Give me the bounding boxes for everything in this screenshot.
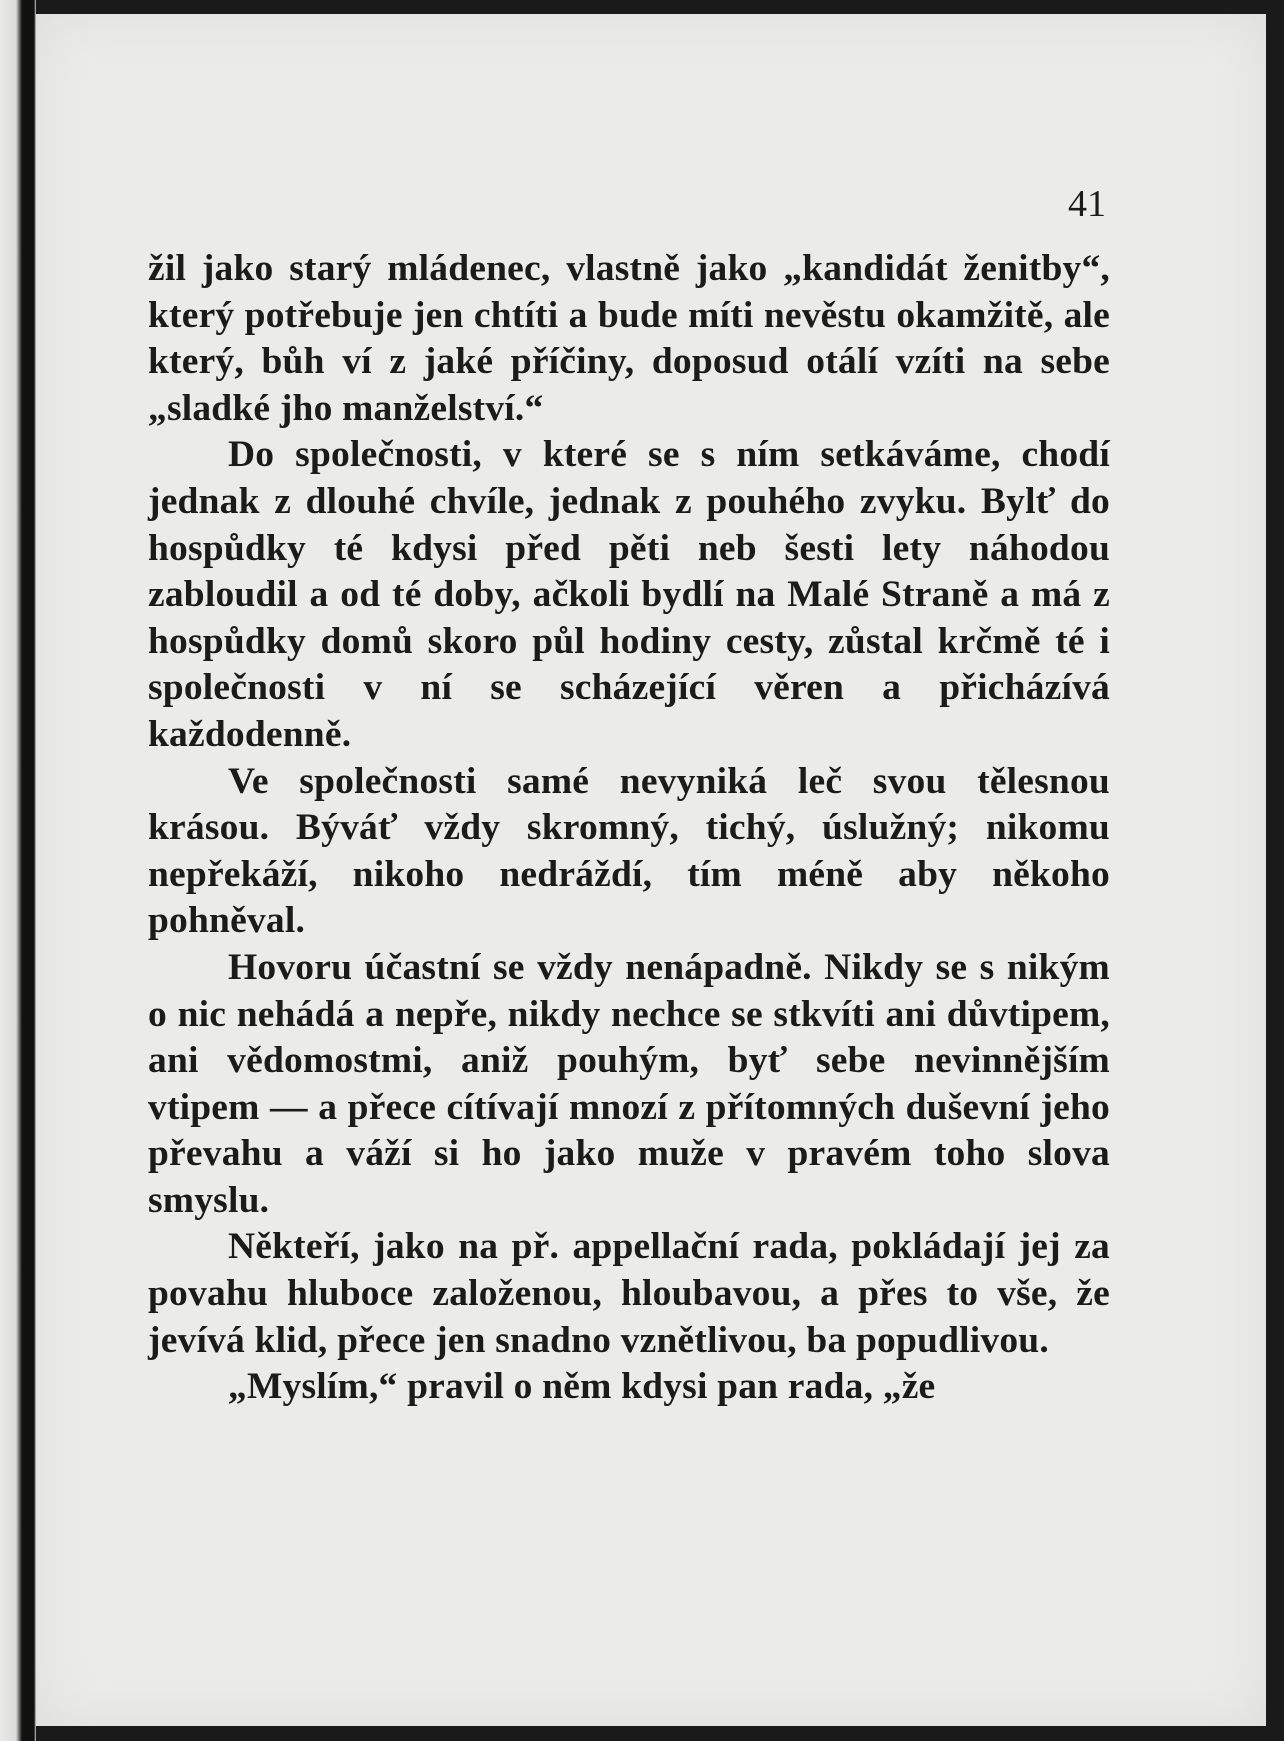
paragraph: Hovoru účastní se vždy nenápadně. Nikdy se s nikým o nic nehádá a nepře, nikdy nechce se stkvíti ani důvtipem, ani vědomostmi, aniž pouhým, byť sebe nevinnějším vtipem — a přece cítívají mnozí z přítomných duševní jeho převahu a váží si ho jako muže v pravém toho slova smyslu. [148,946,1110,1221]
binding-edge [0,0,36,1741]
page-number: 41 [1068,183,1106,225]
paragraph: Ve společnosti samé nevyniká leč svou tělesnou krásou. Býváť vždy skromný, tichý, úslužný; nikomu nepřekáží, nikoho nedráždí, tím méně aby někoho pohněval. [148,760,1110,942]
paragraph: žil jako starý mládenec, vlastně jako „kandidát ženitby“, který potřebuje jen chtíti a bude míti nevěstu okamžitě, ale který, bůh ví z jaké příčiny, doposud otálí vzíti na sebe „sladké jho manželství.“ [148,248,1110,429]
body-text [148,246,1110,1411]
paragraph: Někteří, jako na př. appellační rada, pokládají jej za povahu hluboce založenou, hloubavou, a přes to vše, že jevívá klid, přece jen snadno vznětlivou, ba popudlivou. [148,1226,1110,1361]
paragraph: „Myslím,“ pravil o něm kdysi pan rada, „že [228,1366,936,1408]
book-page [36,14,1266,1726]
paragraph: Do společnosti, v které se s ním setkáváme, chodí jednak z dlouhé chvíle, jednak z pouhého zvyku. Bylť do hospůdky té kdysi před pěti neb šesti lety náhodou zabloudil a od té doby, ačkoli bydlí na Malé Straně a má z hospůdky domů skoro půl hodiny cesty, zůstal krčmě té i společnosti v ní se scházející věren a přicházívá každodenně. [148,434,1110,755]
